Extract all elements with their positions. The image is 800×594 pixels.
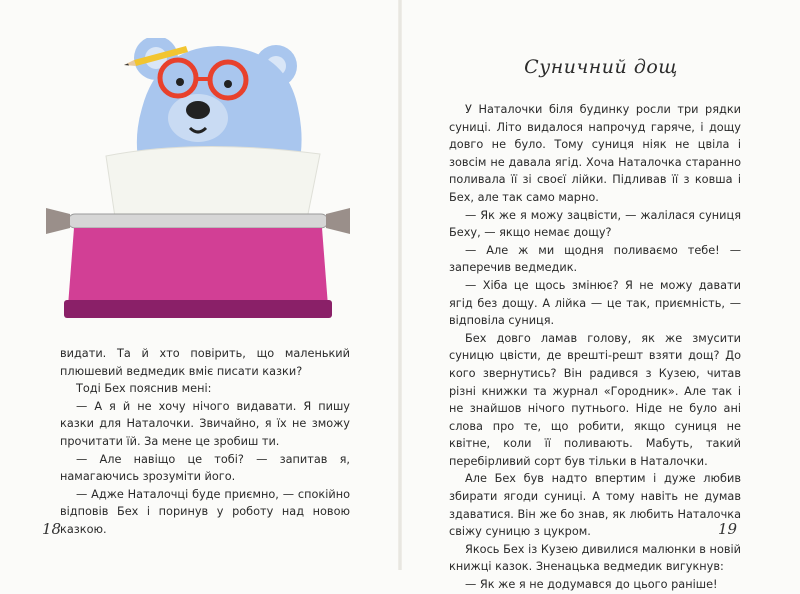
paragraph: У Наталочки біля будинку росли три рядки суниці. Літо видалося напрочуд гаряче, і дощу довго не було. Тому суниця ніяк не цвіла і зовсім не давала ягід. Хоча Наталочка старанно поливала її зі своєї лійки. Підливав її з ковша і Бех, але так само марно. <box>449 103 741 204</box>
paragraph: Якось Бех із Кузею дивилися малюнки в новій книжці казок. Зненацька ведмедик вигукнув: <box>449 542 741 574</box>
right-page <box>402 0 800 592</box>
typewriter-base <box>64 300 332 318</box>
typewriter-paper <box>106 146 320 224</box>
left-page <box>0 0 398 570</box>
left-page-text <box>60 345 350 539</box>
bear-illustration <box>38 38 358 328</box>
paragraph: — Адже Наталочці буде приємно, — спокійно відповів Бех і поринув у роботу над новою казкою. <box>60 487 350 536</box>
roller-knob-right <box>326 208 350 234</box>
paragraph: — Але навіщо це тобі? — запитав я, намагаючись зрозуміти його. <box>60 452 350 484</box>
typewriter-roller <box>68 214 328 228</box>
page-number-left: 18 <box>42 520 62 538</box>
paragraph: — Як же я не додумався до цього раніше! <box>465 578 718 592</box>
paragraph: Але Бех був надто впертим і дуже любив збирати ягоди суниці. А тому навіть не думав здаватися. Він же бо знав, як любить Наталочка свіжу суницю з цукром. <box>449 472 741 539</box>
paragraph: Бех довго ламав голову, як же змусити суницю цвісти, де врешті-решт взяти дощ? До кого звернутись? Він радився з Кузею, читав різні книжки та журнал «Городник». Але так і не знайшов нічого путнього. Ніде не було ані слова про те, що робити, якщо суниця не квітне, коли її поливають. Мабуть, такий перебірливий сорт був тільки в Наталочки. <box>449 331 741 468</box>
paragraph: видати. Та й хто повірить, що маленький плюшевий ведмедик вміє писати казки? <box>60 347 350 378</box>
typewriter-body <box>68 228 328 306</box>
right-page-text <box>449 101 741 594</box>
paragraph: Тоді Бех пояснив мені: <box>76 382 212 396</box>
paragraph: — Але ж ми щодня поливаємо тебе! — заперечив ведмедик. <box>449 243 741 275</box>
bear-nose <box>186 101 210 119</box>
roller-knob-left <box>46 208 70 234</box>
chapter-title: Суничний дощ <box>524 56 678 78</box>
paragraph: — А я й не хочу нічого видавати. Я пишу казки для Наталочки. Звичайно, я їх не зможу прочитати їй. За мене це зробиш ти. <box>60 399 350 448</box>
paragraph: — Хіба це щось змінює? Я не можу давати ягід без дощу. А лійка — це так, приємність, — відповіла суниця. <box>449 278 741 328</box>
page-number-right: 19 <box>718 520 738 538</box>
paragraph: — Як же я можу зацвісти, — жалілася суниця Беху, — якщо немає дощу? <box>449 208 741 240</box>
